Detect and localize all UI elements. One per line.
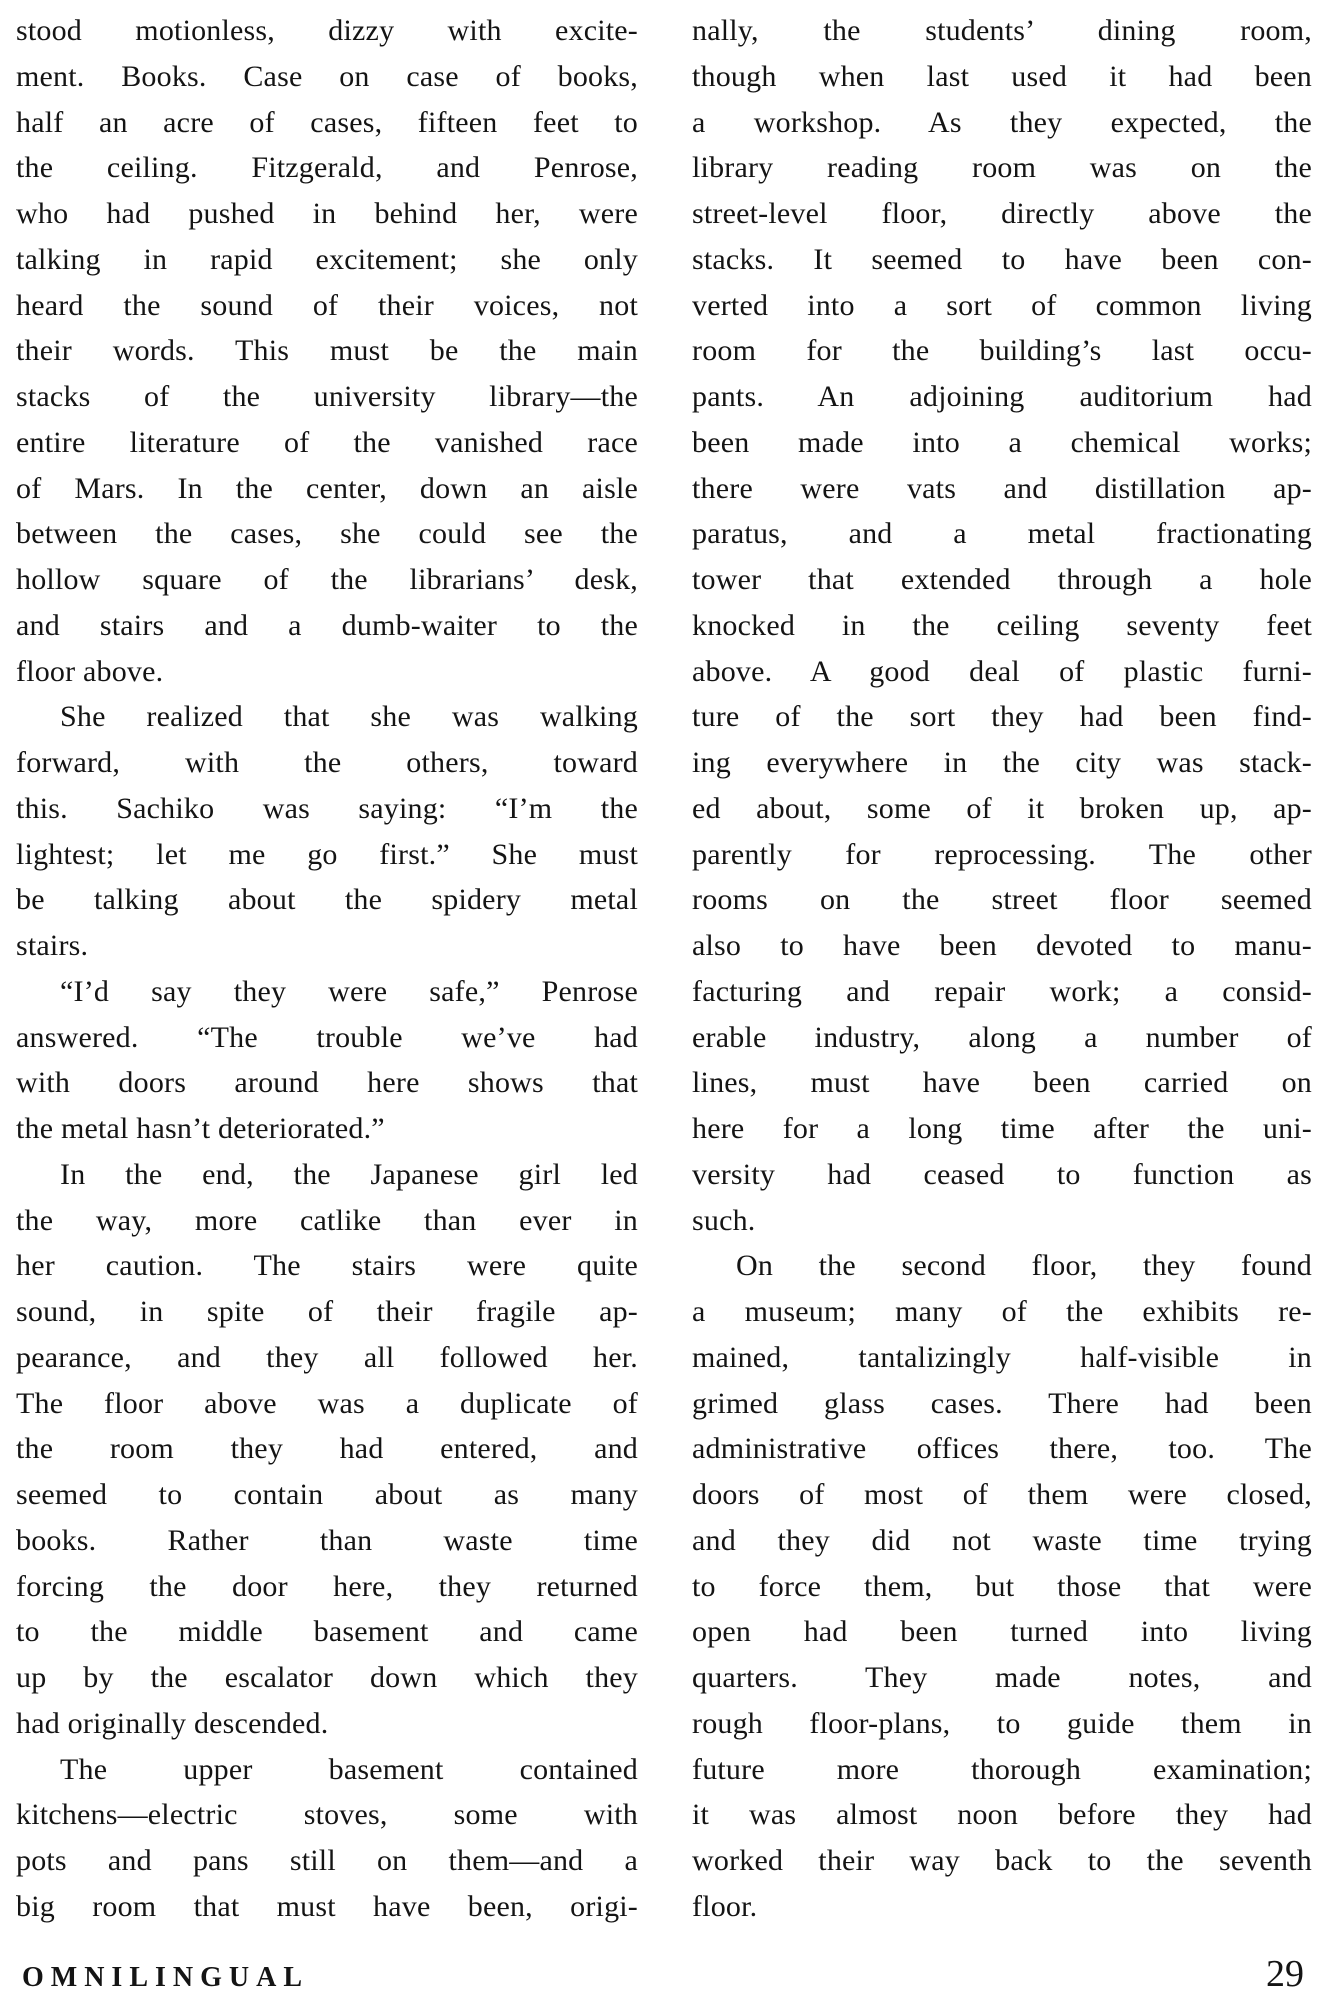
text-line: lines, must have been carried on [692, 1066, 1312, 1100]
text-line: rooms on the street floor seemed [692, 883, 1312, 917]
text-line: sound, in spite of their fragile ap- [16, 1295, 638, 1328]
text-line: to force them, but those that were [692, 1569, 1312, 1603]
text-line: seemed to contain about as many [16, 1478, 638, 1511]
text-line: heard the sound of their voices, not [16, 288, 638, 322]
text-line: stairs. [16, 929, 89, 962]
text-line: administrative offices there, too. The [692, 1432, 1312, 1466]
text-line: a museum; many of the exhibits re- [692, 1295, 1312, 1328]
text-line: half an acre of cases, fifteen feet to [16, 105, 638, 139]
text-line: such. [692, 1203, 756, 1237]
text-line: lightest; let me go first.” She must [16, 837, 638, 871]
text-line: entire literature of the vanished race [16, 425, 638, 459]
text-line: The upper basement contained [60, 1752, 638, 1786]
text-line: though when last used it had been [692, 59, 1312, 93]
text-line: floor. [692, 1889, 758, 1923]
text-line: rough floor-plans, to guide them in [692, 1706, 1312, 1740]
text-line: be talking about the spidery metal [16, 883, 638, 917]
text-line: above. A good deal of plastic furni- [692, 654, 1312, 688]
text-line: to the middle basement and came [16, 1615, 638, 1649]
page-footer [16, 1952, 1306, 1996]
text-line: stacks. It seemed to have been con- [692, 242, 1312, 276]
text-line: erable industry, along a number of [692, 1020, 1312, 1054]
text-line: up by the escalator down which they [16, 1661, 638, 1694]
text-line: floor above. [16, 654, 164, 688]
page-number: 29 [1266, 1953, 1304, 1995]
text-line: knocked in the ceiling seventy feet [692, 608, 1312, 642]
text-line: stood motionless, dizzy with excite- [16, 14, 638, 47]
text-line: the ceiling. Fitzgerald, and Penrose, [16, 151, 638, 185]
text-line: parently for reprocessing. The other [692, 837, 1312, 871]
text-line: her caution. The stairs were quite [16, 1249, 638, 1283]
text-line: tower that extended through a hole [692, 563, 1312, 596]
text-line: nally, the students’ dining room, [692, 14, 1312, 47]
text-line: stacks of the university library—the [16, 380, 638, 413]
text-line: who had pushed in behind her, were [16, 197, 638, 230]
text-line: had originally descended. [16, 1706, 329, 1740]
text-line: mained, tantalizingly half-visible in [692, 1340, 1312, 1374]
text-line: ment. Books. Case on case of books, [16, 59, 638, 93]
text-line: their words. This must be the main [16, 334, 638, 368]
text-line: pants. An adjoining auditorium had [692, 380, 1312, 413]
text-line: there were vats and distillation ap- [692, 471, 1312, 505]
text-line: ing everywhere in the city was stack- [692, 746, 1312, 779]
text-line: open had been turned into living [692, 1615, 1312, 1649]
text-line: future more thorough examination; [692, 1752, 1312, 1786]
text-line: In the end, the Japanese girl led [60, 1157, 638, 1191]
text-line: of Mars. In the center, down an aisle [16, 471, 638, 505]
text-line: forward, with the others, toward [16, 746, 638, 779]
text-line: room for the building’s last occu- [692, 334, 1312, 368]
text-line: the room they had entered, and [16, 1432, 638, 1466]
text-line: ture of the sort they had been find- [692, 700, 1312, 734]
text-line: between the cases, she could see the [16, 517, 638, 551]
text-line: kitchens—electric stoves, some with [16, 1798, 638, 1832]
column-left [16, 8, 638, 1930]
text-line: paratus, and a metal fractionating [692, 517, 1312, 551]
text-line: the metal hasn’t deteriorated.” [16, 1112, 385, 1145]
text-line: books. Rather than waste time [16, 1523, 638, 1557]
text-line: quarters. They made notes, and [692, 1661, 1312, 1694]
text-line: verted into a sort of common living [692, 288, 1312, 322]
text-line: this. Sachiko was saying: “I’m the [16, 791, 638, 825]
text-line: street-level floor, directly above the [692, 197, 1312, 230]
text-line: and they did not waste time trying [692, 1523, 1312, 1557]
text-line: talking in rapid excitement; she only [16, 242, 638, 276]
text-line: also to have been devoted to manu- [692, 929, 1312, 962]
text-line: grimed glass cases. There had been [692, 1386, 1312, 1420]
text-line: ed about, some of it broken up, ap- [692, 791, 1312, 825]
text-line: here for a long time after the uni- [692, 1112, 1312, 1145]
text-line: answered. “The trouble we’ve had [16, 1020, 638, 1054]
text-line: facturing and repair work; a consid- [692, 974, 1312, 1008]
text-line: hollow square of the librarians’ desk, [16, 563, 638, 596]
text-line: doors of most of them were closed, [692, 1478, 1312, 1511]
text-line: The floor above was a duplicate of [16, 1386, 638, 1420]
text-line: a workshop. As they expected, the [692, 105, 1312, 139]
text-line: versity had ceased to function as [692, 1157, 1312, 1191]
text-line: forcing the door here, they returned [16, 1569, 638, 1603]
text-line: been made into a chemical works; [692, 425, 1312, 459]
text-line: “I’d say they were safe,” Penrose [60, 974, 638, 1008]
column-right [692, 8, 1312, 1930]
text-line: library reading room was on the [692, 151, 1312, 185]
text-line: worked their way back to the seventh [692, 1844, 1312, 1877]
running-title: OMNILINGUAL [22, 1962, 310, 1993]
text-line: She realized that she was walking [60, 700, 638, 734]
text-line: pearance, and they all followed her. [16, 1340, 638, 1374]
text-line: with doors around here shows that [16, 1066, 638, 1100]
text-line: it was almost noon before they had [692, 1798, 1312, 1832]
text-line: big room that must have been, origi- [16, 1889, 638, 1923]
text-line: pots and pans still on them—and a [16, 1844, 638, 1877]
text-line: the way, more catlike than ever in [16, 1203, 638, 1237]
text-line: and stairs and a dumb-waiter to the [16, 608, 638, 642]
text-line: On the second floor, they found [736, 1249, 1312, 1283]
